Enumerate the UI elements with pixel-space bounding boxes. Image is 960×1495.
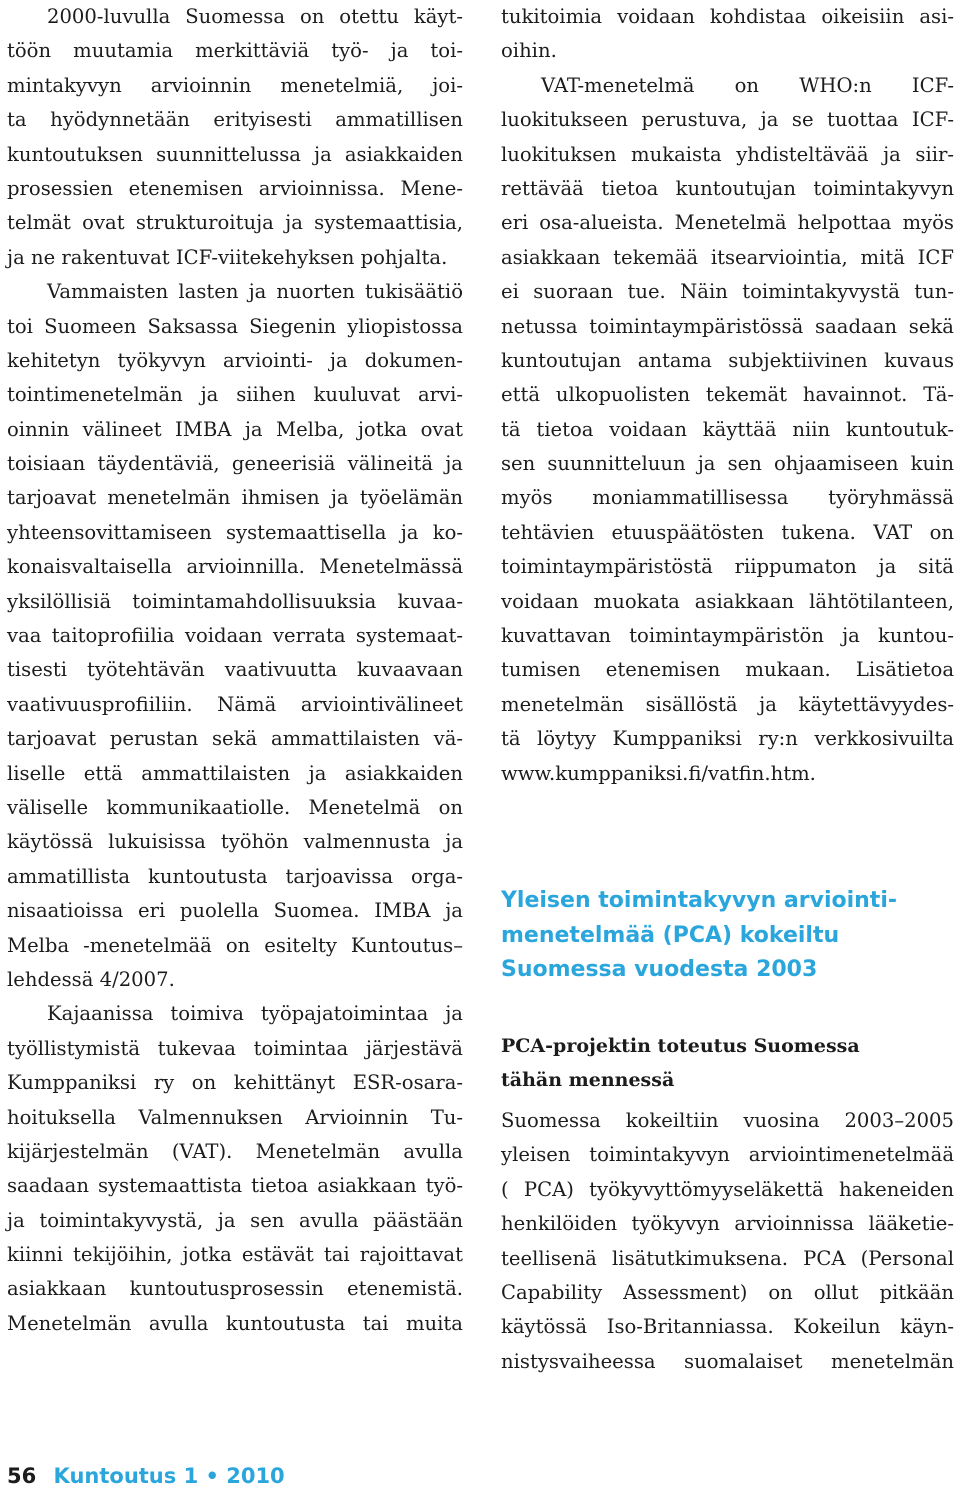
text-line: toisiaan täydentäviä, geneerisiä välineitä ja bbox=[7, 452, 463, 476]
section-heading-line: menetelmää (PCA) kokeiltu bbox=[501, 922, 840, 948]
section-heading-line: Yleisen toimintakyvyn arviointi- bbox=[501, 888, 897, 913]
text-line: ja ne rakentuvat ICF-viitekehyksen pohjalta. bbox=[7, 245, 448, 269]
text-line: konaisvaltaisella arvioinnilla. Menetelmässä bbox=[7, 555, 463, 579]
right-column-top bbox=[501, 0, 954, 791]
text-line: oihin. bbox=[501, 39, 557, 63]
text-line: toimintaympäristöstä riippumaton ja sitä bbox=[501, 555, 954, 579]
text-line: töön muutamia merkittäviä työ- ja toi- bbox=[7, 39, 463, 63]
text-line: saadaan systemaattista tietoa asiakkaan työ- bbox=[7, 1174, 463, 1198]
page-number: 56 bbox=[7, 1464, 37, 1488]
text-line: kiinni tekijöihin, jotka estävät tai rajoittavat bbox=[7, 1243, 463, 1267]
text-line: vaativuusprofiiliin. Nämä arviointivälineet bbox=[7, 692, 463, 716]
magazine-issue: Kuntoutus 1 • 2010 bbox=[53, 1464, 285, 1488]
text-line: tarjoavat menetelmän ihmisen ja työelämän bbox=[7, 486, 463, 510]
left-column bbox=[7, 0, 463, 1341]
text-line: väliselle kommunikaatiolle. Menetelmä on bbox=[7, 795, 463, 819]
text-line: Capability Assessment) on ollut pitkään bbox=[501, 1280, 954, 1304]
text-line: tä löytyy Kumppaniksi ry:n verkkosivuilta bbox=[501, 727, 954, 751]
text-line: luokitukseen perustuva, ja se tuottaa ICF- bbox=[501, 108, 954, 132]
text-line: sen suunnitteluun ja sen ohjaamiseen kuin bbox=[501, 452, 954, 476]
section-heading bbox=[501, 884, 897, 988]
text-line: käytössä lukuisissa työhön valmennusta ja bbox=[7, 830, 463, 854]
text-line: yleisen toimintakyvyn arviointimenetelmää bbox=[501, 1143, 954, 1167]
text-line: tehtävien etuuspäätösten tukena. VAT on bbox=[501, 520, 954, 544]
text-line: oinnin välineet IMBA ja Melba, jotka ovat bbox=[7, 417, 463, 441]
text-line: hoituksella Valmennuksen Arvioinnin Tu- bbox=[7, 1105, 463, 1129]
text-line: telmät ovat strukturoituja ja systemaattisia, bbox=[7, 211, 463, 235]
text-line: Melba -menetelmää on esitelty Kuntoutus– bbox=[7, 933, 463, 957]
text-line: Menetelmän avulla kuntoutusta tai muita bbox=[7, 1311, 463, 1335]
subheading-line: tähän mennessä bbox=[501, 1069, 675, 1091]
text-line: voidaan muokata asiakkaan lähtötilanteen, bbox=[501, 589, 954, 613]
text-line: asiakkaan kuntoutusprosessin etenemistä. bbox=[7, 1277, 463, 1301]
text-line: mintakyvyn arvioinnin menetelmiä, joi- bbox=[7, 73, 463, 97]
text-line: kuvattavan toimintaympäristön ja kuntou- bbox=[501, 624, 954, 648]
text-line: asiakkaan tekemää itsearviointia, mitä ICF bbox=[501, 245, 954, 269]
text-line: prosessien etenemisen arvioinnissa. Mene- bbox=[7, 176, 463, 200]
page-footer bbox=[7, 1463, 285, 1489]
subheading bbox=[501, 1029, 860, 1097]
text-line: netussa toimintaympäristössä saadaan sekä bbox=[501, 314, 954, 338]
text-line: rettävää tietoa kuntoutujan toimintakyvyn bbox=[501, 176, 954, 200]
text-line: yhteensovittamiseen systemaattisella ja ko- bbox=[7, 520, 463, 544]
right-column-bottom bbox=[501, 1104, 954, 1379]
text-line: henkilöiden työkyvyn arvioinnissa lääketie- bbox=[501, 1212, 954, 1236]
text-line: nisaatioissa eri puolella Suomea. IMBA ja bbox=[7, 899, 463, 923]
text-line: kehitetyn työkyvyn arviointi- ja dokumen- bbox=[7, 348, 463, 372]
text-line: myös moniammatillisessa työryhmässä bbox=[501, 486, 954, 510]
text-line: VAT-menetelmä on WHO:n ICF- bbox=[541, 73, 954, 97]
text-line: kuntoutuksen suunnittelussa ja asiakkaiden bbox=[7, 142, 463, 166]
text-line: yksilöllisiä toimintamahdollisuuksia kuvaa- bbox=[7, 589, 463, 613]
text-line: vaa taitoprofiilia voidaan verrata systemaat- bbox=[7, 624, 463, 648]
text-line: luokituksen mukaista yhdisteltävää ja siir- bbox=[501, 142, 954, 166]
text-line: tointimenetelmän ja siihen kuuluvat arvi- bbox=[7, 383, 463, 407]
text-line: www.kumppaniksi.fi/vatfin.htm. bbox=[501, 761, 816, 785]
text-line: tumisen etenemisen mukaan. Lisätietoa bbox=[501, 658, 954, 682]
text-line: ammatillista kuntoutusta tarjoavissa orga- bbox=[7, 864, 463, 888]
text-line: toi Suomeen Saksassa Siegenin yliopistossa bbox=[7, 314, 463, 338]
text-line: ta hyödynnetään erityisesti ammatillisen bbox=[7, 108, 463, 132]
text-line: tä tietoa voidaan käyttää niin kuntoutuk- bbox=[501, 417, 954, 441]
text-line: lehdessä 4/2007. bbox=[7, 967, 175, 991]
text-line: Suomessa kokeiltiin vuosina 2003–2005 bbox=[501, 1109, 954, 1132]
text-line: kuntoutujan antama subjektiivinen kuvaus bbox=[501, 348, 954, 372]
text-line: tukitoimia voidaan kohdistaa oikeisiin asi- bbox=[501, 5, 954, 28]
text-line: Kajaanissa toimiva työpajatoimintaa ja bbox=[47, 1002, 463, 1026]
subheading-line: PCA-projektin toteutus Suomessa bbox=[501, 1035, 860, 1057]
text-line: että ulkopuolisten tekemät havainnot. Tä- bbox=[501, 383, 954, 407]
text-line: käytössä Iso-Britanniassa. Kokeilun käyn- bbox=[501, 1315, 954, 1339]
text-line: tisesti työtehtävän vaativuutta kuvaavaan bbox=[7, 658, 463, 682]
text-line: Kumppaniksi ry on kehittänyt ESR-osara- bbox=[7, 1071, 463, 1095]
text-line: 2000-luvulla Suomessa on otettu käyt- bbox=[47, 5, 463, 28]
text-line: työllistymistä tukevaa toimintaa järjestävä bbox=[7, 1036, 463, 1060]
text-line: teellisenä lisätutkimuksena. PCA (Personal bbox=[501, 1246, 954, 1270]
text-line: ja toimintakyvystä, ja sen avulla päästään bbox=[7, 1208, 463, 1232]
text-line: menetelmän sisällöstä ja käytettävyydes- bbox=[501, 692, 954, 716]
text-line: tarjoavat perustan sekä ammattilaisten vä- bbox=[7, 727, 463, 751]
text-line: liselle että ammattilaisten ja asiakkaiden bbox=[7, 761, 463, 785]
text-line: nistysvaiheessa suomalaiset menetelmän bbox=[501, 1349, 954, 1373]
text-line: ei suoraan tue. Näin toimintakyvystä tun- bbox=[501, 280, 954, 304]
text-line: ( PCA) työkyvyttömyyseläkettä hakeneiden bbox=[501, 1177, 954, 1201]
text-line: kijärjestelmän (VAT). Menetelmän avulla bbox=[7, 1139, 463, 1163]
text-line: eri osa-alueista. Menetelmä helpottaa myös bbox=[501, 211, 954, 235]
text-line: Vammaisten lasten ja nuorten tukisäätiö bbox=[47, 280, 463, 304]
section-heading-line: Suomessa vuodesta 2003 bbox=[501, 957, 818, 982]
